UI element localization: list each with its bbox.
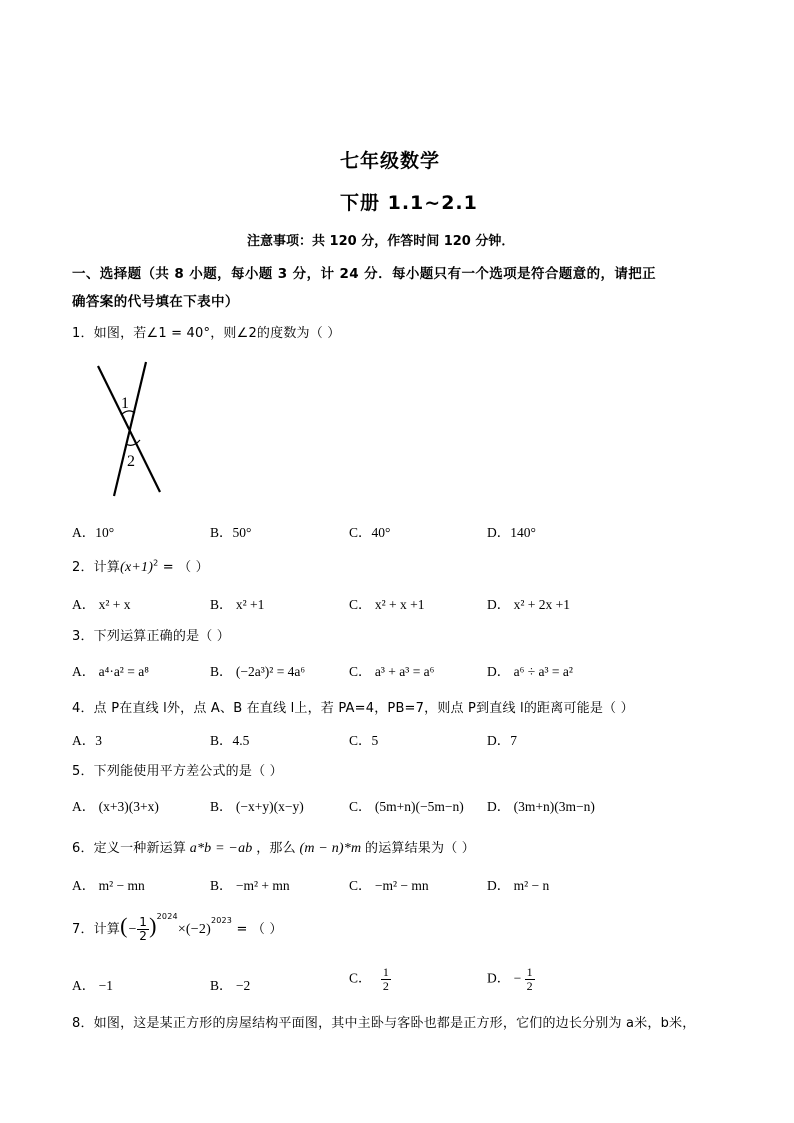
question-2-stem — [72, 556, 209, 576]
q3-option-d: D． a⁶ ÷ a³ = a² — [487, 664, 573, 679]
q6-option-d: D． m² − n — [487, 878, 550, 893]
q3-option-c: C． a³ + a³ = a⁶ — [349, 664, 435, 679]
q7-minus: − — [127, 922, 138, 937]
q7-option-c-numerator: 1 — [382, 965, 389, 979]
q2-option-a: A． x² + x — [72, 597, 131, 612]
q4-option-b: B．4.5 — [210, 733, 250, 748]
q4-option-a: A．3 — [72, 733, 102, 748]
q6-stem-c: 的运算结果为（ ） — [365, 841, 475, 856]
q2-prefix: 2．计算 — [72, 560, 121, 575]
q7-close-paren: ) — [149, 913, 157, 938]
q5-option-c: C． (5m+n)(−5m−n) — [349, 799, 464, 814]
q4-option-d: D．7 — [487, 733, 517, 748]
q7-prefix: 7．计算 — [72, 922, 121, 937]
q7-option-c-label: C． — [349, 970, 372, 986]
q7-middle: ×(−2) — [177, 922, 211, 937]
question-4-stem: 4．点 P在直线 l外，点 A、B 在直线 l上，若 PA=4，PB=7，则点 P到直线 l的距离可能是（ ） — [72, 701, 634, 716]
q5-option-b: B． (−x+y)(x−y) — [210, 799, 304, 814]
q7-exponent-1: 2024 — [156, 912, 178, 921]
page-subtitle: 下册 1.1~2.1 — [340, 192, 478, 214]
q1-option-c: C．40° — [349, 525, 391, 540]
section-heading-line1: 一、选择题（共 8 小题，每小题 3 分，计 24 分．每小题只有一个选项是符合题意的，请把正 — [72, 266, 657, 282]
q2-option-b: B． x² +1 — [210, 597, 265, 612]
q3-option-b: B． (−2a³)² = 4a⁶ — [210, 664, 306, 679]
q7-option-b: B． −2 — [210, 978, 251, 993]
q1-option-d: D．140° — [487, 525, 536, 540]
q7-exponent-2: 2023 — [210, 916, 233, 925]
exam-notice: 注意事项：共 120 分，作答时间 120 分钟． — [247, 234, 515, 249]
line-b — [114, 362, 146, 496]
question-5-stem: 5．下列能使用平方差公式的是（ ） — [72, 764, 283, 779]
q6-expression: (m − n)*m — [295, 841, 365, 856]
q6-option-a: A． m² − mn — [72, 878, 145, 893]
q6-option-b: B． −m² + mn — [210, 878, 290, 893]
angle-2-label: 2 — [127, 453, 135, 470]
question-6-stem — [72, 837, 475, 857]
q3-option-a: A． a⁴·a² = a⁸ — [72, 664, 149, 679]
q7-option-d — [487, 966, 535, 993]
q6-stem-a: 6．定义一种新运算 — [72, 841, 187, 856]
q7-option-a: A． −1 — [72, 978, 113, 993]
q2-suffix: = （ ） — [158, 560, 209, 575]
q7-option-d-denominator: 2 — [526, 979, 533, 993]
page-title: 七年级数学 — [340, 150, 441, 172]
q6-definition: a*b = −ab — [186, 841, 257, 856]
q6-stem-b: ，那么 — [256, 841, 296, 856]
q7-suffix: = （ ） — [232, 922, 283, 937]
q7-fraction-numerator: 1 — [139, 915, 148, 929]
q2-expression: (x+1) — [120, 560, 154, 575]
q1-option-b: B．50° — [210, 525, 252, 540]
q1-angle-figure — [90, 358, 170, 500]
q7-option-c-fraction — [381, 966, 391, 993]
q7-fraction — [137, 916, 149, 943]
q7-option-d-label: D． − — [487, 970, 522, 986]
q1-option-a: A．10° — [72, 525, 115, 540]
q7-option-d-fraction — [525, 966, 535, 993]
q2-option-c: C． x² + x +1 — [349, 597, 425, 612]
q7-open-paren: ( — [120, 913, 128, 938]
q6-option-c: C． −m² − mn — [349, 878, 429, 893]
question-3-stem: 3．下列运算正确的是（ ） — [72, 629, 231, 644]
question-8-stem: 8．如图，这是某正方形的房屋结构平面图，其中主卧与客卧也都是正方形，它们的边长分别为 a米，b米， — [72, 1016, 696, 1031]
question-7-stem — [72, 912, 283, 943]
q4-option-c: C．5 — [349, 733, 379, 748]
angle-1-label: 1 — [121, 395, 129, 412]
q2-exponent: 2 — [153, 558, 159, 568]
question-1-stem: 1．如图，若∠1 = 40°，则∠2的度数为（ ） — [72, 326, 341, 341]
q7-option-c — [349, 966, 391, 993]
q7-option-c-denominator: 2 — [382, 979, 389, 993]
q7-option-d-numerator: 1 — [526, 965, 533, 979]
q2-option-d: D． x² + 2x +1 — [487, 597, 571, 612]
q7-fraction-denominator: 2 — [139, 929, 148, 943]
q5-option-a: A． (x+3)(3+x) — [72, 799, 159, 814]
section-heading-line2: 确答案的代号填在下表中） — [72, 294, 239, 310]
q5-option-d: D． (3m+n)(3m−n) — [487, 799, 595, 814]
